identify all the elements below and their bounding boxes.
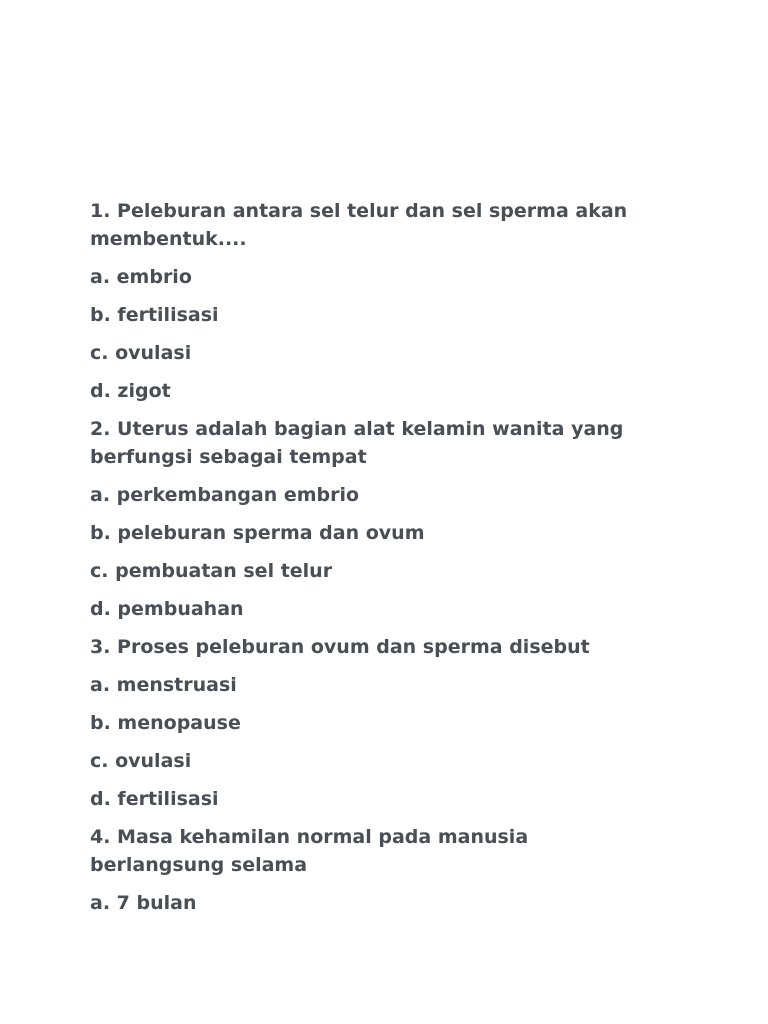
question-2-option-c: c. pembuatan sel telur [90, 560, 333, 582]
question-3-option-a: a. menstruasi [90, 674, 237, 696]
question-4-option-a: a. 7 bulan [90, 892, 197, 914]
question-4-text: 4. Masa kehamilan normal pada manusia berlangsung selama [90, 826, 529, 876]
question-1-option-c: c. ovulasi [90, 342, 192, 364]
question-2-option-b: b. peleburan sperma dan ovum [90, 522, 425, 544]
question-3-option-d: d. fertilisasi [90, 788, 219, 810]
question-1-option-d: d. zigot [90, 380, 171, 402]
question-2-text: 2. Uterus adalah bagian alat kelamin wanita yang berfungsi sebagai tempat [90, 418, 624, 468]
question-3-option-b: b. menopause [90, 712, 241, 734]
question-1-option-a: a. embrio [90, 266, 192, 288]
question-3-option-c: c. ovulasi [90, 750, 192, 772]
question-2-option-d: d. pembuahan [90, 598, 244, 620]
question-1-text: 1. Peleburan antara sel telur dan sel sperma akan membentuk.... [90, 200, 628, 250]
question-2-option-a: a. perkembangan embrio [90, 484, 360, 506]
question-1-option-b: b. fertilisasi [90, 304, 219, 326]
question-3-text: 3. Proses peleburan ovum dan sperma disebut [90, 636, 590, 658]
document-body [90, 197, 650, 927]
